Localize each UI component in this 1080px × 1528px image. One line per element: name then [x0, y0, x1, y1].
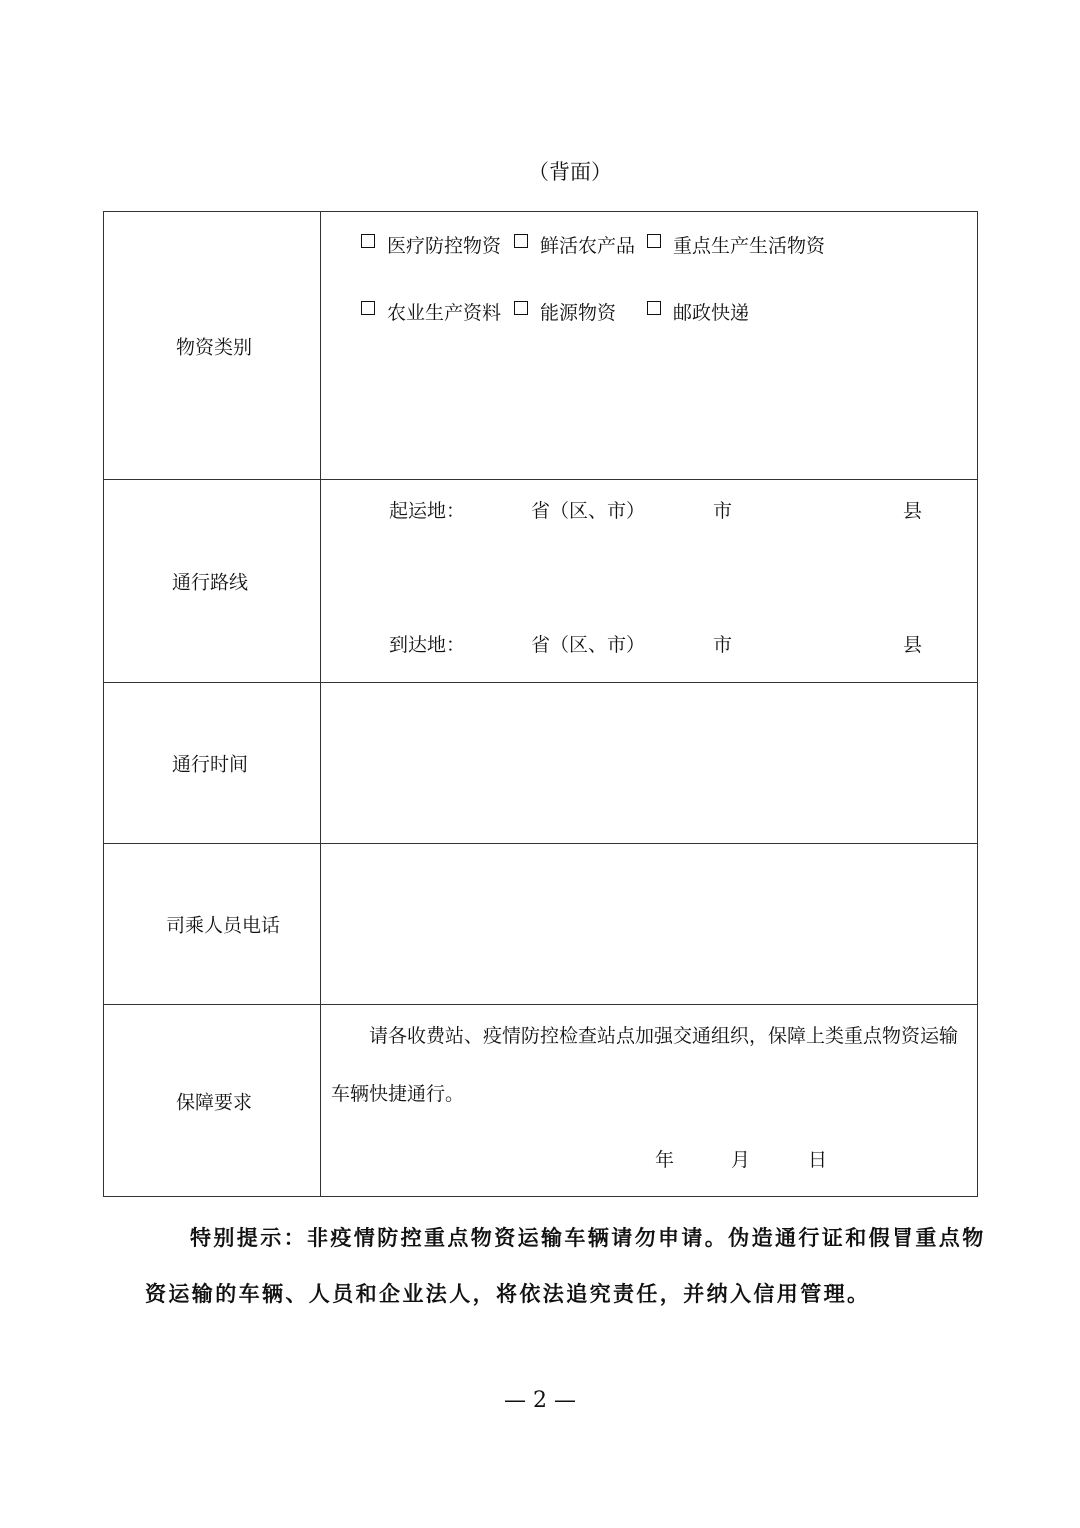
- checkbox-medical-supplies[interactable]: [361, 231, 501, 258]
- option-label: 鲜活农产品: [540, 235, 636, 257]
- travel-time-label: 通行时间: [172, 753, 249, 776]
- checkbox-energy-supplies[interactable]: [514, 298, 616, 325]
- guarantee-text-line1: 请各收费站、疫情防控检查站点加强交通组织，保障上类重点物资运输: [369, 1025, 959, 1047]
- row-material-category: [104, 212, 978, 480]
- option-label: 能源物资: [540, 302, 617, 324]
- permit-form-table: [103, 211, 978, 1197]
- checkbox-square-icon: [514, 234, 528, 248]
- driver-phone-label: 司乘人员电话: [166, 914, 281, 937]
- option-label: 农业生产资料: [387, 302, 502, 324]
- guarantee-text-line2: 车辆快捷通行。: [331, 1083, 465, 1105]
- destination-city-unit: 市: [713, 634, 733, 656]
- row-driver-phone: [104, 844, 978, 1005]
- origin-county-unit: 县: [903, 500, 923, 522]
- destination-province-unit: 省（区、市）: [531, 634, 646, 656]
- checkbox-key-living-supplies[interactable]: [647, 231, 825, 258]
- date-day: 日: [808, 1149, 828, 1171]
- route-label: 通行路线: [172, 571, 249, 594]
- notice-line1: 特别提示：非疫情防控重点物资运输车辆请勿申请。伪造通行证和假冒重点物: [190, 1225, 986, 1250]
- date-month: 月: [731, 1149, 751, 1171]
- guarantee-content: [321, 1005, 978, 1197]
- travel-time-field[interactable]: [321, 683, 978, 844]
- checkbox-square-icon: [361, 234, 375, 248]
- date-year: 年: [655, 1149, 675, 1171]
- page-number: — 2 —: [504, 1388, 576, 1413]
- guarantee-label: 保障要求: [176, 1091, 253, 1113]
- option-label: 医疗防控物资: [387, 235, 502, 257]
- checkbox-square-icon: [647, 234, 661, 248]
- option-label: 重点生产生活物资: [673, 235, 826, 257]
- checkbox-square-icon: [514, 301, 528, 315]
- driver-phone-label-cell: [104, 844, 321, 1005]
- route-fields[interactable]: [321, 480, 978, 683]
- material-category-options: [321, 212, 978, 480]
- origin-province-unit: 省（区、市）: [531, 500, 646, 522]
- route-label-cell: [104, 480, 321, 683]
- checkbox-agricultural-materials[interactable]: [361, 298, 501, 325]
- row-guarantee: [104, 1005, 978, 1197]
- checkbox-square-icon: [361, 301, 375, 315]
- guarantee-label-cell: [104, 1005, 321, 1197]
- option-label: 邮政快递: [673, 302, 750, 324]
- destination-county-unit: 县: [903, 634, 923, 656]
- origin-label: 起运地：: [389, 500, 466, 522]
- checkbox-postal-express[interactable]: [647, 298, 749, 325]
- row-travel-time: [104, 683, 978, 844]
- notice-line2: 资运输的车辆、人员和企业法人，将依法追究责任，并纳入信用管理。: [145, 1281, 871, 1306]
- material-category-label: 物资类别: [176, 336, 253, 358]
- travel-time-label-cell: [104, 683, 321, 844]
- page-title: （背面）: [528, 160, 612, 184]
- checkbox-fresh-produce[interactable]: [514, 231, 635, 258]
- driver-phone-field[interactable]: [321, 844, 978, 1005]
- destination-label: 到达地：: [389, 634, 466, 656]
- row-route: [104, 480, 978, 683]
- checkbox-square-icon: [647, 301, 661, 315]
- origin-city-unit: 市: [713, 500, 733, 522]
- material-category-label-cell: [104, 212, 321, 480]
